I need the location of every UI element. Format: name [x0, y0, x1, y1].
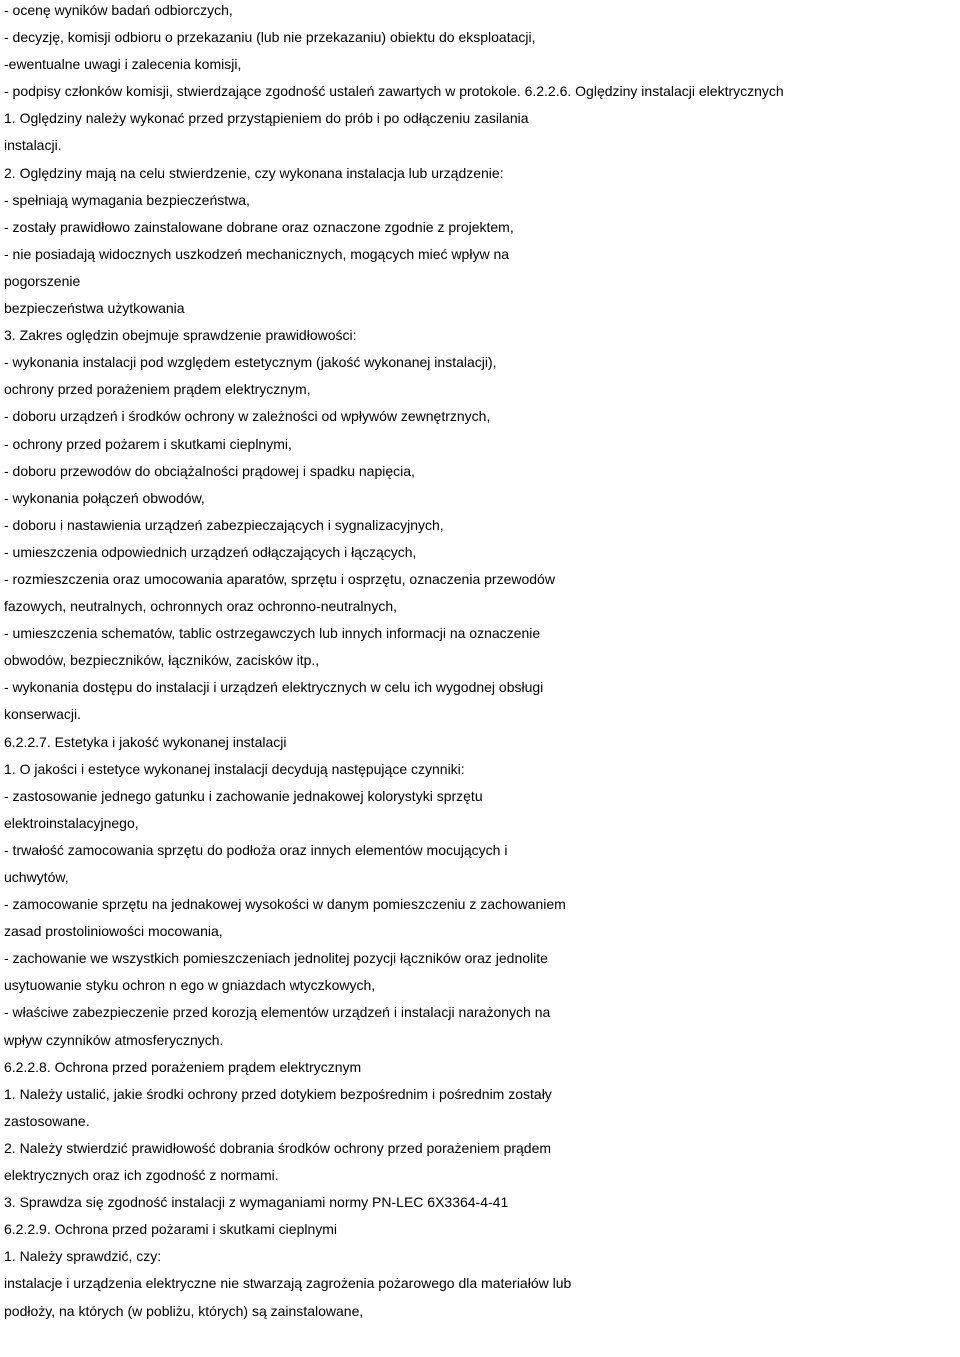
text-line: bezpieczeństwa użytkowania: [4, 300, 185, 317]
text-line: 1. O jakości i estetyce wykonanej instalacji decydują następujące czynniki:: [4, 760, 465, 777]
text-line: zasad prostoliniowości mocowania,: [4, 923, 223, 940]
text-line: wpływ czynników atmosferycznych.: [4, 1031, 224, 1048]
text-line: 2. Oględziny mają na celu stwierdzenie, czy wykonana instalacja lub urządzenie:: [4, 164, 504, 181]
text-line: -ewentualne uwagi i zalecenia komisji,: [4, 56, 242, 73]
text-line: - decyzję, komisji odbioru o przekazaniu (lub nie przekazaniu) obiektu do eksploatacji,: [4, 29, 536, 46]
text-line: elektrycznych oraz ich zgodność z normami.: [4, 1167, 279, 1184]
text-line: - rozmieszczenia oraz umocowania aparatów, sprzętu i osprzętu, oznaczenia przewodów: [4, 570, 555, 587]
text-line: - trwałość zamocowania sprzętu do podłoża oraz innych elementów mocujących i: [4, 841, 508, 858]
text-line: obwodów, bezpieczników, łączników, zacisków itp.,: [4, 652, 320, 669]
text-line: 3. Zakres oględzin obejmuje sprawdzenie prawidłowości:: [4, 327, 357, 344]
text-line: - podpisy członków komisji, stwierdzające zgodność ustaleń zawartych w protokole. 6.2.2.6. Oględziny instalacji elektrycznych: [4, 83, 784, 100]
text-line: instalacje i urządzenia elektryczne nie stwarzają zagrożenia pożarowego dla materiałów lub: [4, 1275, 572, 1292]
text-line: 2. Należy stwierdzić prawidłowość dobrania środków ochrony przed porażeniem prądem: [4, 1139, 552, 1156]
text-line: - właściwe zabezpieczenie przed korozją elementów urządzeń i instalacji narażonych na: [4, 1004, 551, 1021]
text-line: - spełniają wymagania bezpieczeństwa,: [4, 191, 250, 208]
text-line: - ochrony przed pożarem i skutkami cieplnymi,: [4, 435, 292, 452]
section-heading-6-2-2-9: 6.2.2.9. Ochrona przed pożarami i skutkami cieplnymi: [4, 1221, 338, 1238]
text-line: - wykonania połączeń obwodów,: [4, 489, 205, 506]
text-line: 1. Należy ustalić, jakie środki ochrony przed dotykiem bezpośrednim i pośrednim zostały: [4, 1085, 552, 1102]
text-line: - zostały prawidłowo zainstalowane dobrane oraz oznaczone zgodnie z projektem,: [4, 218, 514, 235]
text-line: - zastosowanie jednego gatunku i zachowanie jednakowej kolorystyki sprzętu: [4, 787, 483, 804]
text-line: - zamocowanie sprzętu na jednakowej wysokości w danym pomieszczeniu z zachowaniem: [4, 896, 566, 913]
text-line: - wykonania instalacji pod względem estetycznym (jakość wykonanej instalacji),: [4, 354, 497, 371]
text-line: podłoży, na których (w pobliżu, których) są zainstalowane,: [4, 1302, 364, 1319]
text-line: - nie posiadają widocznych uszkodzeń mechanicznych, mogących mieć wpływ na: [4, 245, 510, 262]
text-line: 1. Należy sprawdzić, czy:: [4, 1248, 162, 1265]
text-line: usytuowanie styku ochron n ego w gniazdach wtyczkowych,: [4, 977, 376, 994]
text-line: ochrony przed porażeniem prądem elektrycznym,: [4, 381, 311, 398]
text-line: - doboru i nastawienia urządzeń zabezpieczających i sygnalizacyjnych,: [4, 516, 444, 533]
text-line: fazowych, neutralnych, ochronnych oraz ochronno-neutralnych,: [4, 598, 397, 615]
text-line: zastosowane.: [4, 1112, 90, 1129]
text-line: - umieszczenia schematów, tablic ostrzegawczych lub innych informacji na oznaczenie: [4, 625, 541, 642]
text-line: - zachowanie we wszystkich pomieszczeniach jednolitej pozycji łączników oraz jednolite: [4, 950, 548, 967]
text-line: - umieszczenia odpowiednich urządzeń odłączających i łączących,: [4, 543, 417, 560]
text-line: - wykonania dostępu do instalacji i urządzeń elektrycznych w celu ich wygodnej obsługi: [4, 679, 544, 696]
text-line: pogorszenie: [4, 272, 81, 289]
text-line: instalacji.: [4, 137, 62, 154]
text-line: uchwytów,: [4, 869, 69, 885]
section-heading-6-2-2-8: 6.2.2.8. Ochrona przed porażeniem prądem elektrycznym: [4, 1058, 362, 1075]
section-heading-6-2-2-7: 6.2.2.7. Estetyka i jakość wykonanej instalacji: [4, 733, 287, 750]
text-line: - ocenę wyników badań odbiorczych,: [4, 2, 233, 18]
text-line: 1. Oględziny należy wykonać przed przystąpieniem do prób i po odłączeniu zasilania: [4, 110, 529, 127]
text-line: - doboru urządzeń i środków ochrony w zależności od wpływów zewnętrznych,: [4, 408, 491, 425]
text-line: - doboru przewodów do obciążalności prądowej i spadku napięcia,: [4, 462, 415, 479]
text-line: 3. Sprawdza się zgodność instalacji z wymaganiami normy PN-LEC 6X3364-4-41: [4, 1194, 509, 1211]
text-line: elektroinstalacyjnego,: [4, 814, 139, 831]
text-line: konserwacji.: [4, 706, 82, 723]
